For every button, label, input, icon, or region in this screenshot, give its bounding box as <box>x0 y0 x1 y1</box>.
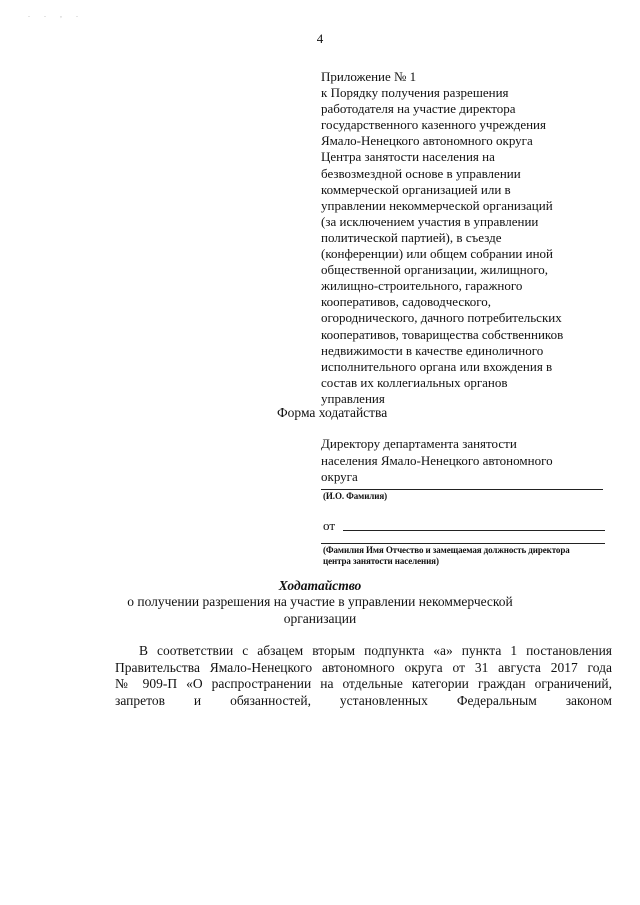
addressee-block <box>321 436 611 486</box>
appendix-line: управлении некоммерческой организаций <box>321 197 553 213</box>
from-field-line[interactable] <box>343 530 605 531</box>
appendix-line: огороднического, дачного потребительских <box>321 310 562 326</box>
appendix-line: Центра занятости населения на <box>321 149 495 165</box>
body-line: № 909-П «О распространении на отдельные категории граждан ограничений, <box>115 676 612 692</box>
body-word: обязанностей, <box>230 692 311 708</box>
appendix-line: (за исключением участия в управлении <box>321 213 539 229</box>
appendix-line: политической партией), в съезде <box>321 229 502 245</box>
appendix-line: недвижимости в качестве единоличного <box>321 342 544 358</box>
from-caption: (Фамилия Имя Отчество и замещаемая должность директора <box>323 545 570 555</box>
from-caption: центра занятости населения) <box>323 556 439 566</box>
petition-subtitle-line: о получении разрешения на участие в управлении некоммерческой <box>127 594 513 609</box>
from-label: от <box>323 518 336 533</box>
appendix-line: управления <box>321 390 385 406</box>
body-word: запретов <box>115 692 165 708</box>
body-word: и <box>193 692 202 708</box>
appendix-line: работодателя на участие директора <box>321 101 516 117</box>
petition-subtitle <box>0 594 640 627</box>
body-line: Правительства Ямало-Ненецкого автономного округа от 31 августа 2017 года <box>115 659 612 675</box>
addressee-name-caption: (И.О. Фамилия) <box>323 491 387 501</box>
appendix-line: (конференции) или общем собрании иной <box>321 246 553 262</box>
addressee-name-line[interactable] <box>321 489 603 490</box>
appendix-line: состав их коллегиальных органов <box>321 374 508 390</box>
appendix-line: государственного казенного учреждения <box>321 117 546 133</box>
appendix-line: кооперативов, товарищества собственников <box>321 326 564 342</box>
addressee-line: Директору департамента занятости <box>321 436 517 451</box>
appendix-line: жилищно-строительного, гаражного <box>321 278 523 294</box>
body-line <box>115 693 612 710</box>
body-line: В соответствии с абзацем вторым подпункта «а» пункта 1 постановления <box>139 643 612 658</box>
body-word: установленных <box>339 692 428 708</box>
body-word: Федеральным <box>456 692 537 708</box>
scan-marks: . . , . <box>28 10 84 19</box>
body-word: законом <box>565 692 612 708</box>
petition-title: Ходатайство <box>278 578 362 593</box>
appendix-line: к Порядку получения разрешения <box>321 85 509 101</box>
addressee-line: населения Ямало-Ненецкого автономного <box>321 452 553 468</box>
page-number: 4 <box>316 31 324 46</box>
appendix-line: коммерческой организацией или в <box>321 181 511 197</box>
appendix-line: Ямало-Ненецкого автономного округа <box>321 133 533 149</box>
appendix-line: исполнительного органа или вхождения в <box>321 358 553 374</box>
appendix-line: безвозмездной основе в управлении <box>321 165 521 181</box>
petition-subtitle-line: организации <box>283 610 357 626</box>
body-paragraph <box>115 643 612 709</box>
form-label: Форма ходатайства <box>277 405 388 420</box>
from-field-line-2[interactable] <box>321 543 605 544</box>
appendix-block <box>321 69 621 407</box>
addressee-line: округа <box>321 469 358 484</box>
appendix-line: кооперативов, садоводческого, <box>321 294 492 310</box>
appendix-line: Приложение № 1 <box>321 69 417 84</box>
appendix-line: общественной организации, жилищного, <box>321 262 549 278</box>
